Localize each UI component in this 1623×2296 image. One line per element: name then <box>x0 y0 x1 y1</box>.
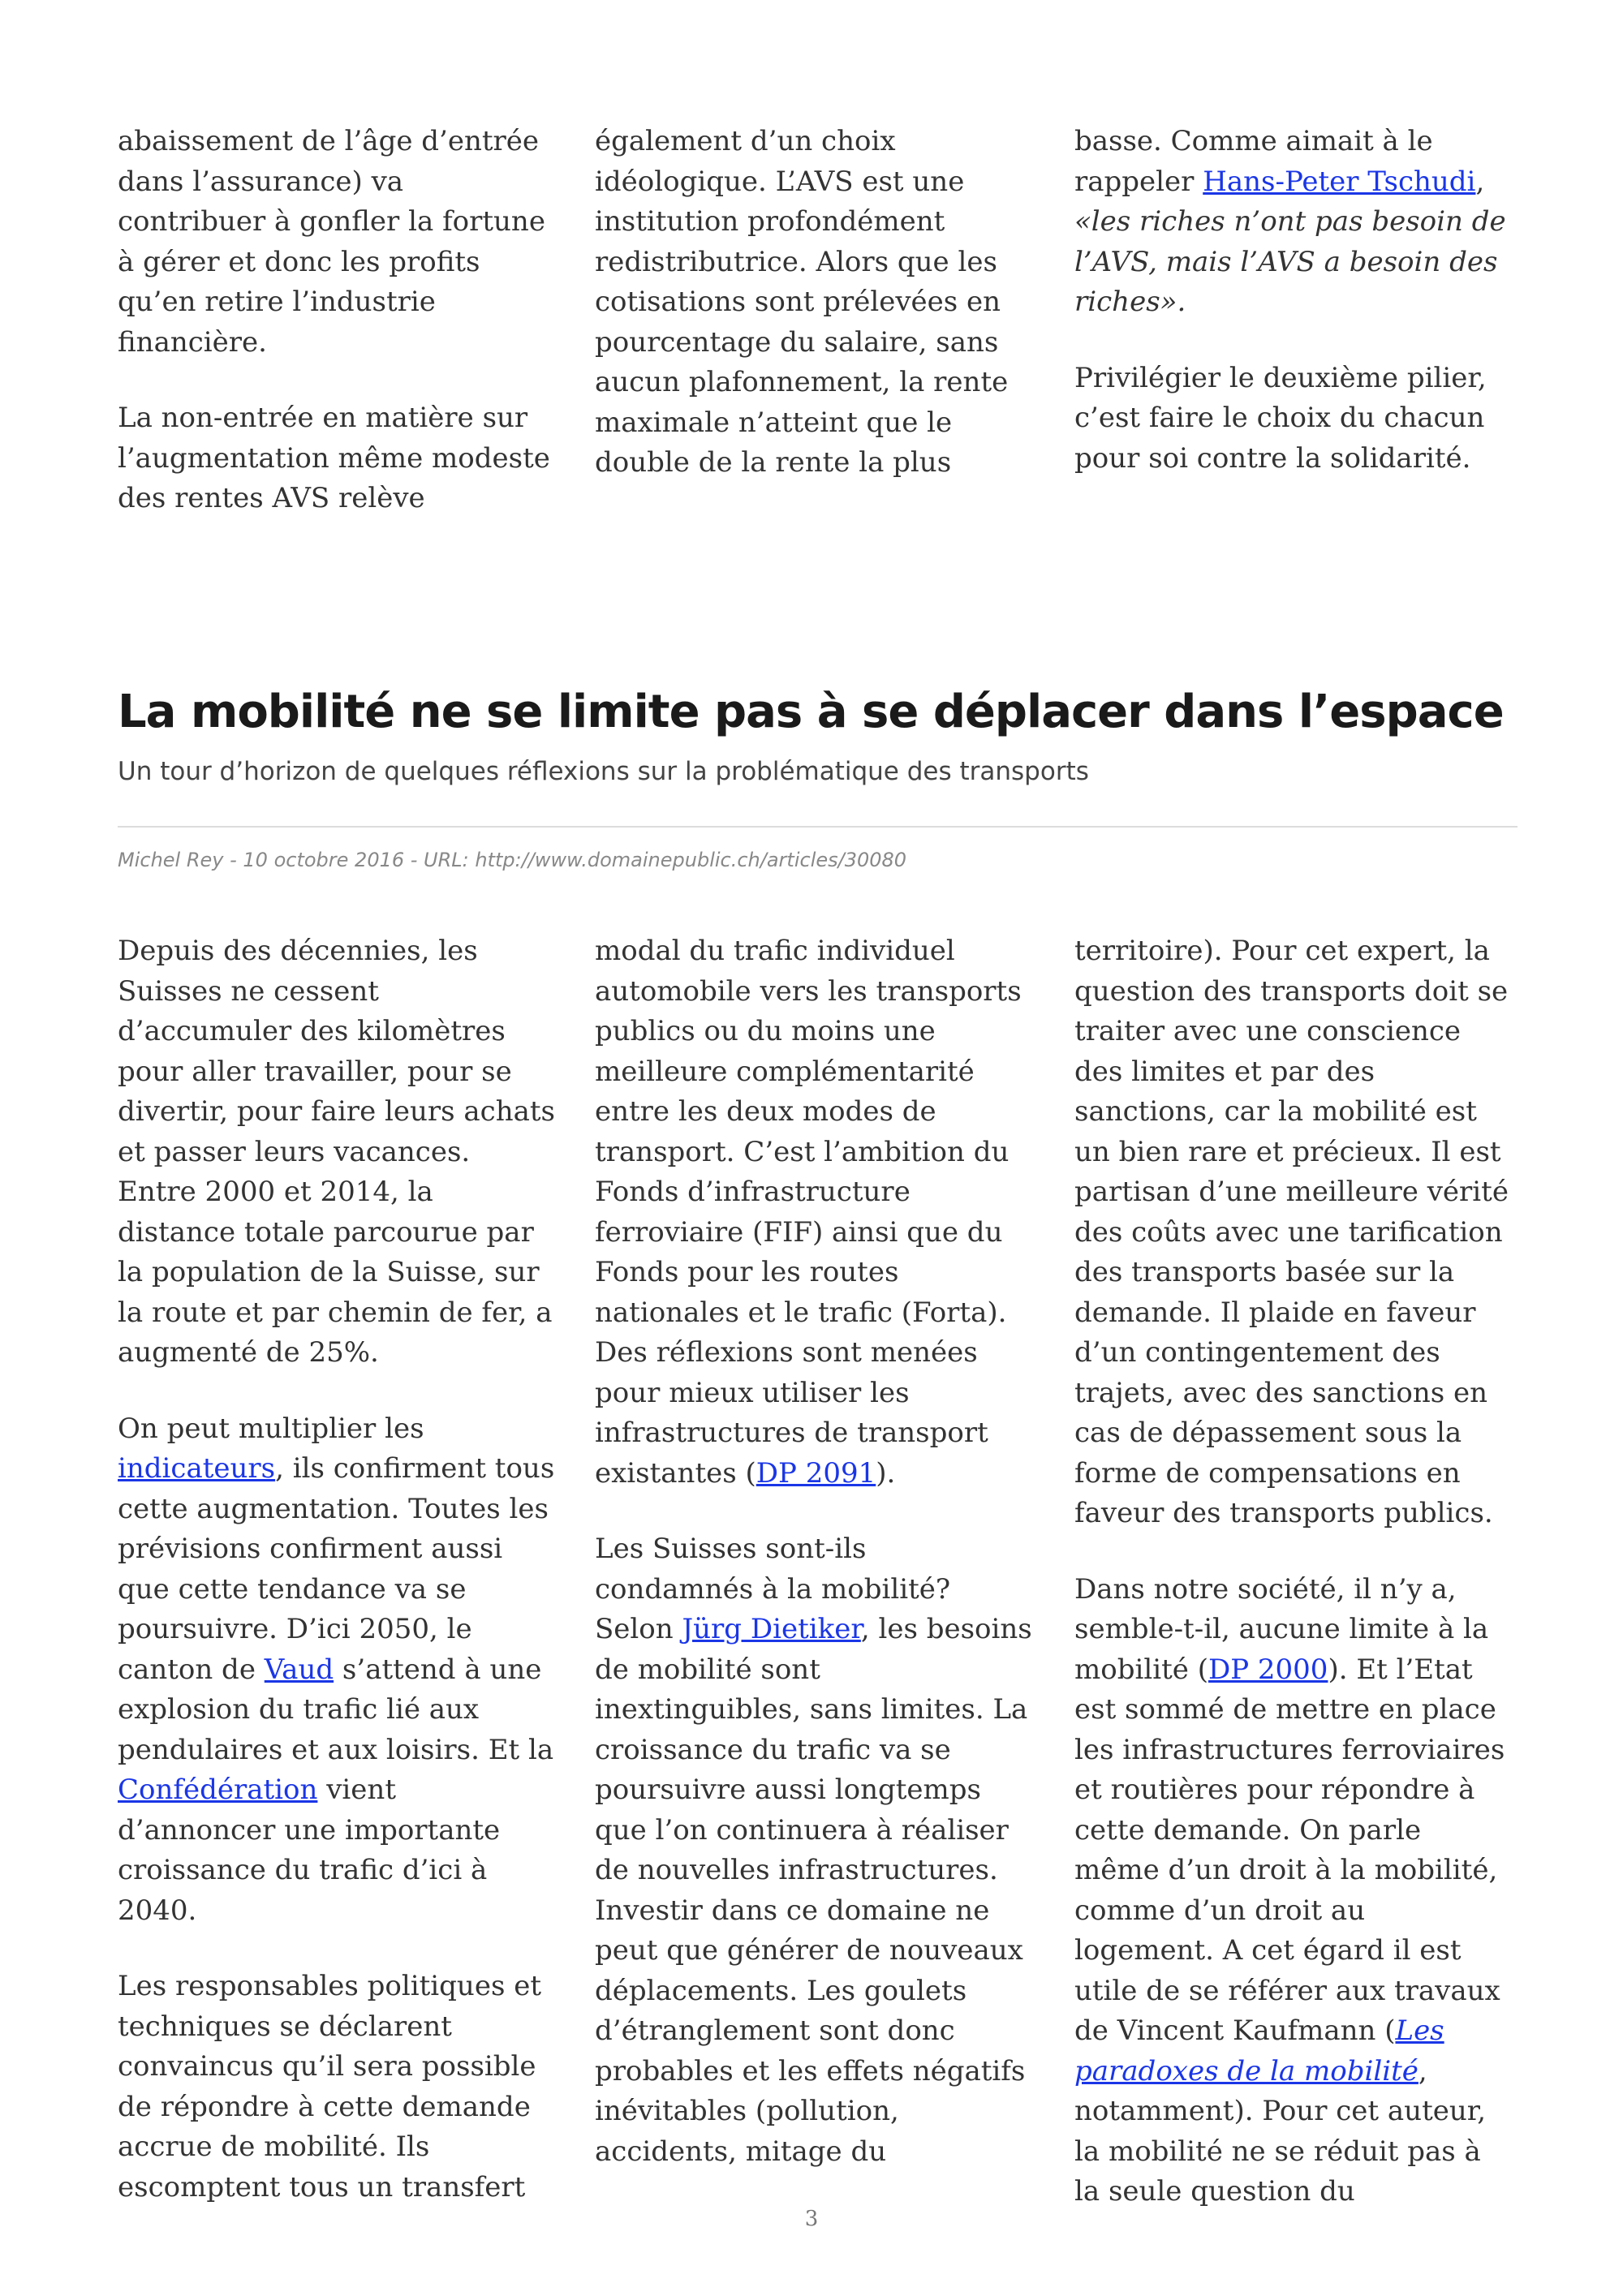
text-run: On peut multiplier les <box>118 1412 424 1445</box>
text-run: Les Suisses sont-ils condamnés à la mobilité? Selon <box>595 1533 951 1645</box>
body-paragraph: également d’un choix idéologique. L’AVS est une institution profondément redistributrice. Alors que les cotisations sont prélevées en pourcentage du salaire, sans aucun plafonnement, la rente maximale n’atteint que le double de la rente la plus <box>595 125 1009 479</box>
article-meta: Michel Rey - 10 octobre 2016 - URL: http://www.domainepublic.ch/articles/30080 <box>118 849 907 871</box>
text-run: , les besoins de mobilité sont inextinguibles, sans limites. La croissance du trafic va se poursuivre aussi longtemps que l’on continuera à réaliser de nouvelles infrastructures. Investir dans ce domaine ne peut que générer de nouveaux déplacements. Les goulets d’étranglement sont donc probables et les effets négatifs inévitables (pollution, accidents, mitage du <box>595 1613 1032 2168</box>
body-paragraph: territoire). Pour cet expert, la question des transports doit se traiter avec une conscience des limites et par des sanctions, car la mobilité est un bien rare et précieux. Il est partisan d’une meilleure vérité des coûts avec une tarification des transports basée sur la demande. Il plaide en faveur d’un contingentement des trajets, avec des sanctions en cas de dépassement sous la forme de compensations en faveur des transports publics. <box>1074 935 1509 1529</box>
text-run: ). <box>876 1456 896 1490</box>
text-run: , <box>1475 165 1485 198</box>
article-column-1 <box>118 931 556 2243</box>
previous-article-column-1 <box>118 122 556 555</box>
page-number: 3 <box>804 2207 819 2231</box>
article-title: La mobilité ne se limite pas à se déplacer dans l’espace <box>118 686 1504 738</box>
link-text: Les paradoxes de la mobilité <box>1074 2014 1444 2087</box>
article-subtitle: Un tour d’horizon de quelques réflexions sur la problématique des transports <box>118 757 1089 786</box>
body-paragraph: Privilégier le deuxième pilier, c’est faire le choix du chacun pour soi contre la solidarité. <box>1074 361 1487 475</box>
body-paragraph: Les responsables politiques et techniques se déclarent convaincus qu’il sera possible de répondre à cette demande accrue de mobilité. Ils escomptent tous un transfert <box>118 1970 541 2204</box>
text-run: modal du trafic individuel automobile vers les transports publics ou du moins une meilleure complémentarité entre les deux modes de transport. C’est l’ambition du Fonds d’infrastructure ferroviaire (FIF) ainsi que du Fonds pour les routes nationales et le trafic (Forta). Des réflexions sont menées pour mieux utiliser les infrastructures de transport existantes ( <box>595 935 1022 1490</box>
article-column-3 <box>1074 931 1513 2248</box>
text-run: Dans notre société, il n’y a, semble-t-il, aucune limite à la mobilité ( <box>1074 1572 1489 1686</box>
body-paragraph: La non-entrée en matière sur l’augmentation même modeste des rentes AVS relève <box>118 402 550 514</box>
text-run: basse. Comme aimait à le rappeler <box>1074 125 1433 198</box>
body-paragraph: Depuis des décennies, les Suisses ne cessent d’accumuler des kilomètres pour aller travailler, pour se divertir, pour faire leurs achats et passer leurs vacances. Entre 2000 et 2014, la distance totale parcourue par la population de la Suisse, sur la route et par chemin de fer, a augmenté de 25%. <box>118 935 555 1369</box>
header-divider <box>118 826 1518 828</box>
body-paragraph <box>595 1529 1033 2172</box>
link-hans-peter-tschudi[interactable]: Hans-Peter Tschudi <box>1203 165 1476 198</box>
link-confederation[interactable]: Confédération <box>118 1774 318 1806</box>
text-run: s’attend à une explosion du trafic lié aux pendulaires et aux loisirs. Et la <box>118 1653 554 1766</box>
text-run: ). Et l’Etat est sommé de mettre en place les infrastructures ferroviaires et routières pour répondre à cette demande. On parle même d’un droit à la mobilité, comme d’un droit au logement. A cet égard il est utile de se référer aux travaux de Vincent Kaufmann ( <box>1074 1653 1505 2047</box>
quote-text: «les riches n’ont pas besoin de l’AVS, mais l’AVS a besoin des riches». <box>1074 205 1506 318</box>
text-run: , ils confirment tous cette augmentation. Toutes les prévisions confirment aussi que cette tendance va se poursuivre. D’ici 2050, le canton de <box>118 1452 555 1686</box>
article-column-2 <box>595 931 1033 2208</box>
body-paragraph <box>118 1409 556 1932</box>
body-paragraph: abaissement de l’âge d’entrée dans l’assurance) va contribuer à gonfler la fortune à gérer et donc les profits qu’en retire l’industrie financière. <box>118 125 545 359</box>
body-paragraph <box>1074 122 1513 323</box>
link-vaud[interactable]: Vaud <box>264 1653 334 1686</box>
link-indicateurs[interactable]: indicateurs <box>118 1452 276 1485</box>
body-paragraph <box>595 931 1033 1494</box>
link-dp-2000[interactable]: DP 2000 <box>1208 1653 1328 1686</box>
body-paragraph <box>1074 1570 1513 2212</box>
link-jurg-dietiker[interactable]: Jürg Dietiker <box>682 1613 861 1645</box>
text-run: vient d’annoncer une importante croissance du trafic d’ici à 2040. <box>118 1774 501 1927</box>
link-dp-2091[interactable]: DP 2091 <box>756 1456 876 1490</box>
previous-article-column-2 <box>595 122 1033 519</box>
text-run: , notamment). Pour cet auteur, la mobilité ne se réduit pas à la seule question du <box>1074 2054 1487 2208</box>
previous-article-column-3 <box>1074 122 1513 514</box>
